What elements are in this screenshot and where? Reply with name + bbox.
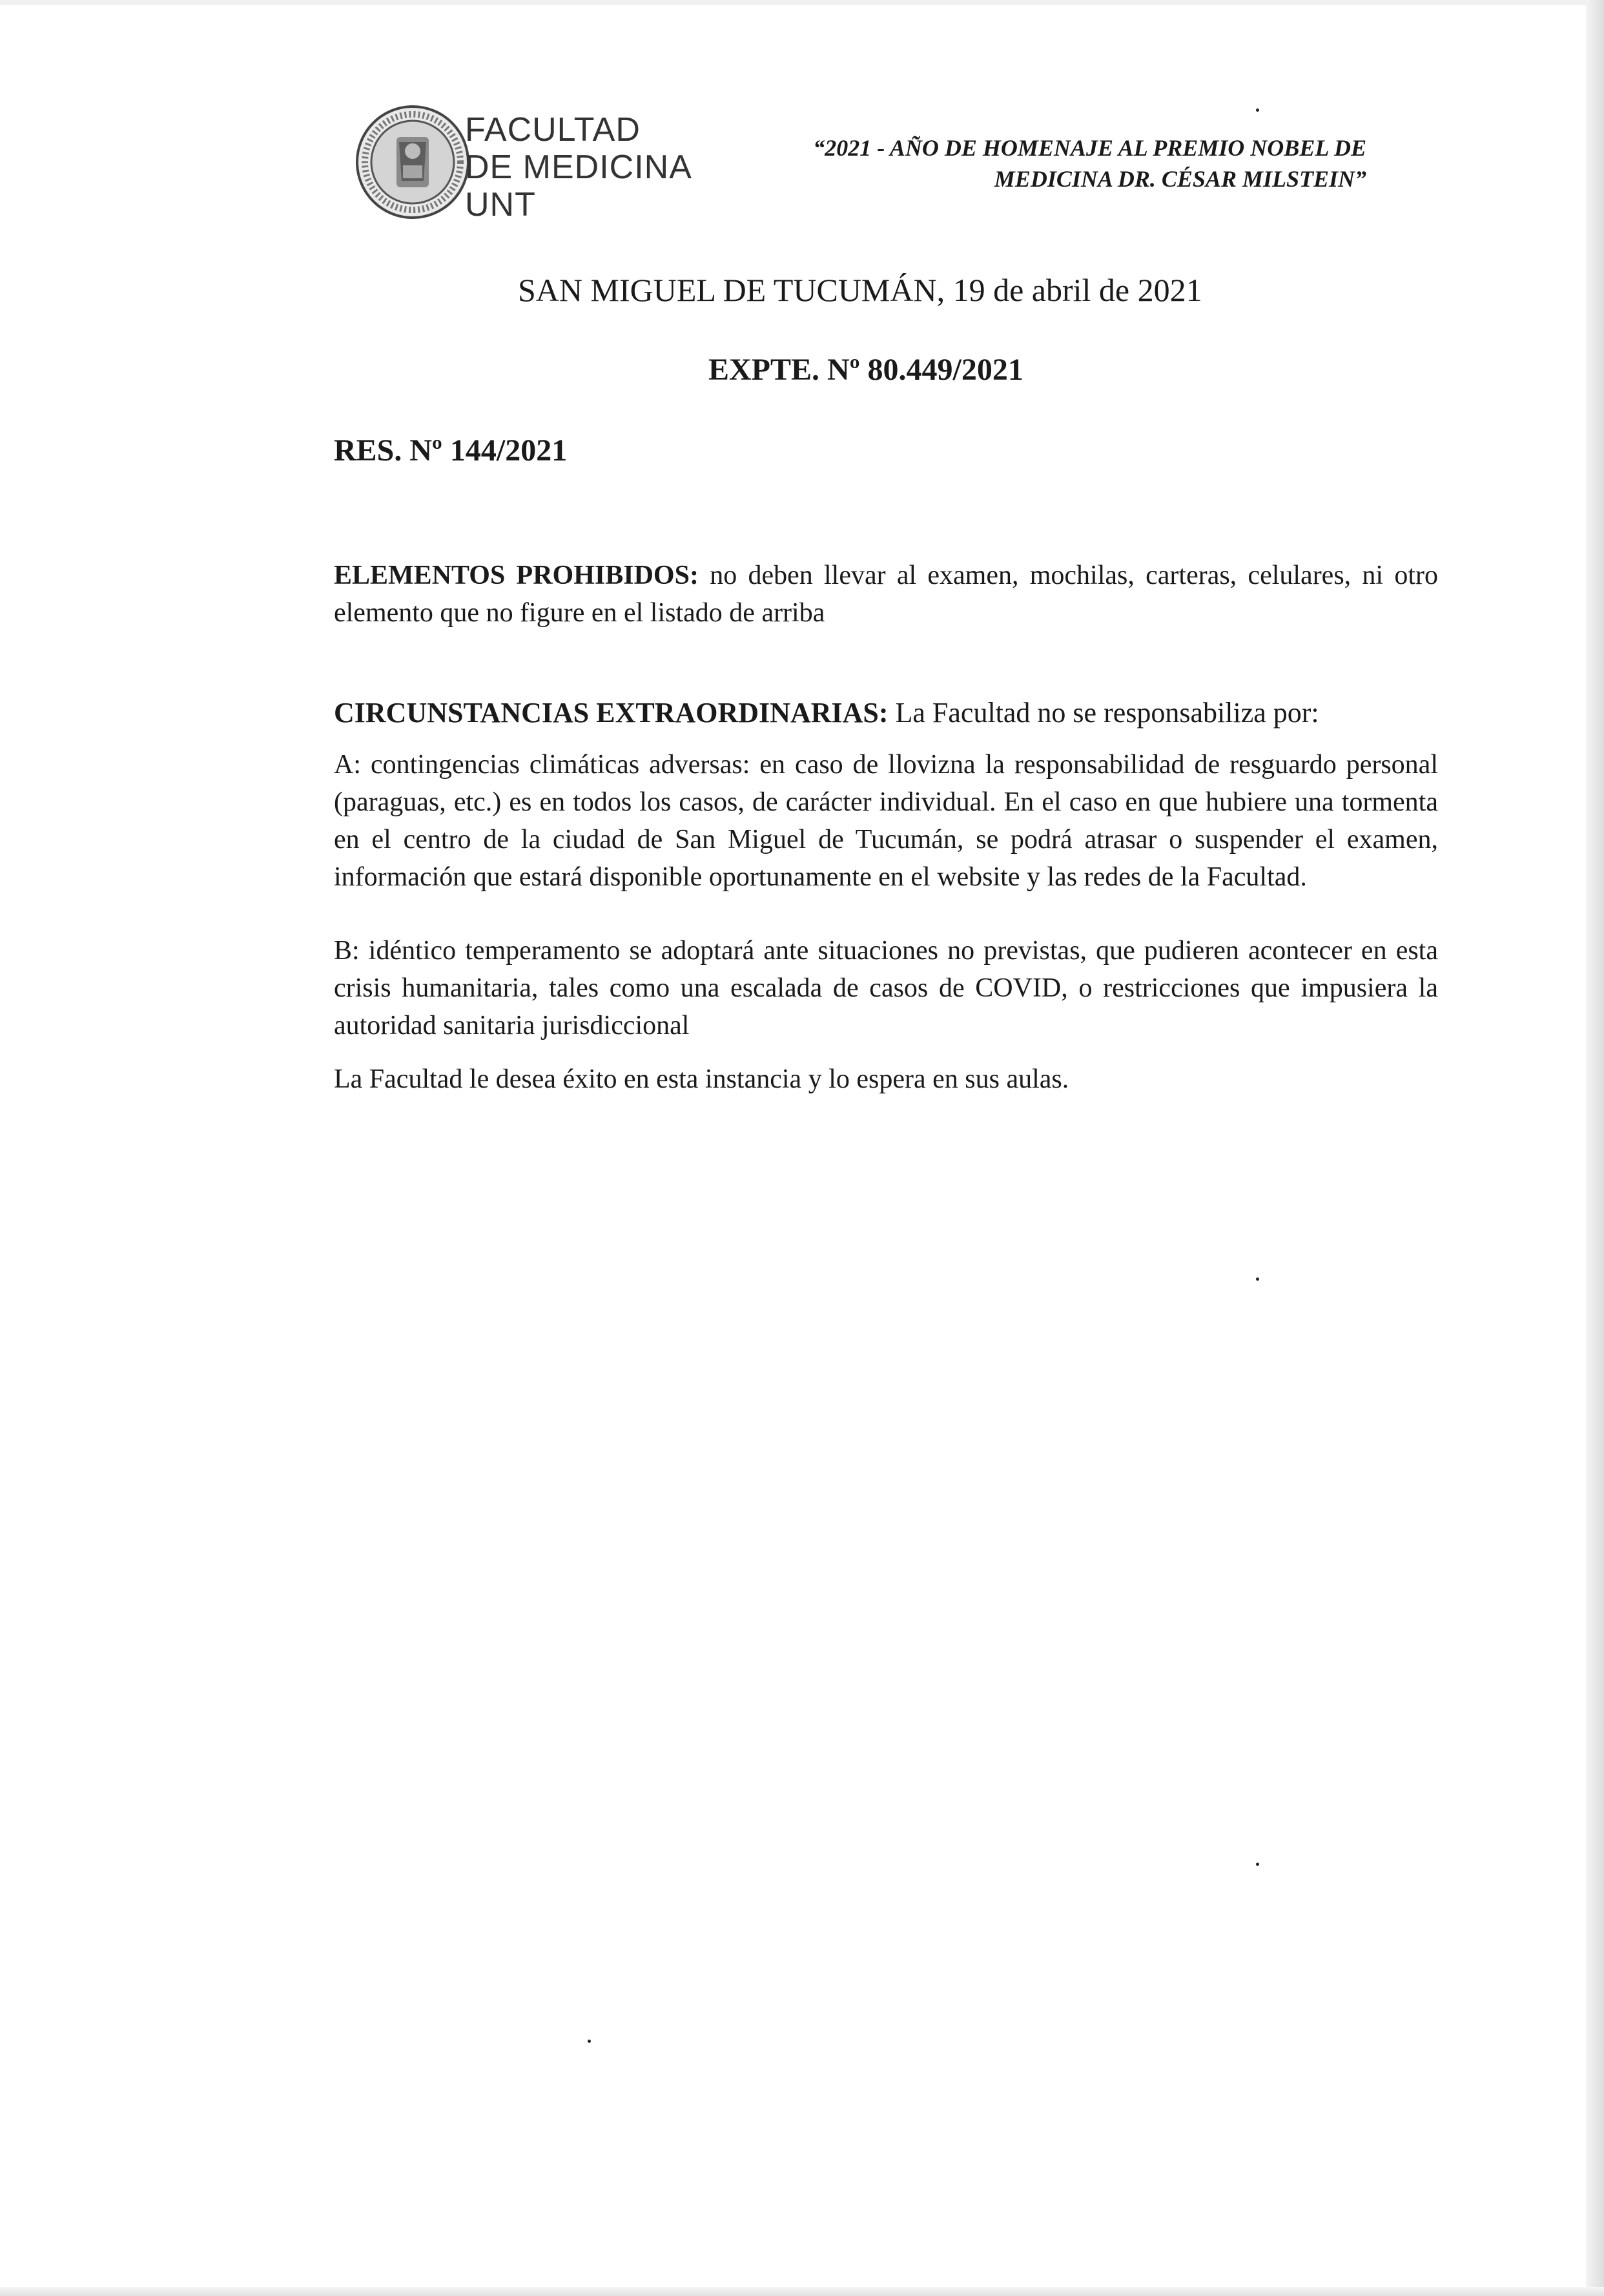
item-b-paragraph: B: idéntico temperamento se adoptará ante situaciones no previstas, que pudieren acontecer en esta crisis humanitaria, tales como una escalada de casos de COVID, o restricciones que impusiera la autoridad sanitaria jurisdiccional bbox=[334, 936, 1438, 1040]
page-edge-top bbox=[0, 0, 1604, 5]
year-motto bbox=[813, 132, 1366, 194]
logo-line-medicine: DE MEDICINA bbox=[465, 149, 692, 186]
scan-speck bbox=[1256, 1863, 1259, 1866]
scan-speck bbox=[1256, 109, 1259, 112]
extraordinary-circumstances-label: CIRCUNSTANCIAS EXTRAORDINARIAS: bbox=[334, 697, 889, 729]
logo-line-unt: UNT bbox=[465, 186, 536, 223]
prohibited-items-text: no deben llevar al examen, mochilas, carteras, celulares, ni otro elemento que no figure en el listado de arriba bbox=[334, 561, 1438, 628]
extraordinary-circumstances-heading bbox=[334, 694, 1438, 732]
scan-speck bbox=[1256, 1277, 1259, 1281]
faculty-logo-text bbox=[465, 111, 692, 223]
page-edge-bottom bbox=[0, 2287, 1604, 2296]
place-and-date: SAN MIGUEL DE TUCUMÁN, 19 de abril de 2021 bbox=[518, 272, 1202, 308]
logo-line-faculty: FACULTAD bbox=[465, 111, 641, 149]
expedient-number: EXPTE. Nº 80.449/2021 bbox=[708, 353, 1023, 387]
extraordinary-circumstances-text: La Facultad no se responsabiliza por: bbox=[888, 697, 1319, 729]
motto-line-2: MEDICINA DR. CÉSAR MILSTEIN” bbox=[994, 166, 1366, 192]
motto-line-1: “2021 - AÑO DE HOMENAJE AL PREMIO NOBEL DE bbox=[813, 135, 1366, 161]
item-a-paragraph: A: contingencias climáticas adversas: en caso de llovizna la responsabilidad de resguardo personal (paraguas, etc.) es en todos los casos, de carácter individual. En el caso en que hubiere una tormenta en el centro de la ciudad de San Miguel de Tucumán, se podrá atrasar o suspender el examen, información que estará disponible oportunamente en el website y las redes de la Facultad. bbox=[334, 750, 1438, 892]
closing-paragraph: La Facultad le desea éxito en esta instancia y lo espera en sus aulas. bbox=[334, 1064, 1069, 1094]
scan-speck bbox=[588, 2040, 591, 2043]
page-edge-right bbox=[1586, 0, 1604, 2296]
prohibited-items-label: ELEMENTOS PROHIBIDOS: bbox=[334, 561, 699, 590]
prohibited-items-paragraph bbox=[334, 557, 1438, 632]
resolution-number: RES. Nº 144/2021 bbox=[334, 433, 568, 468]
university-seal-icon bbox=[354, 103, 471, 221]
